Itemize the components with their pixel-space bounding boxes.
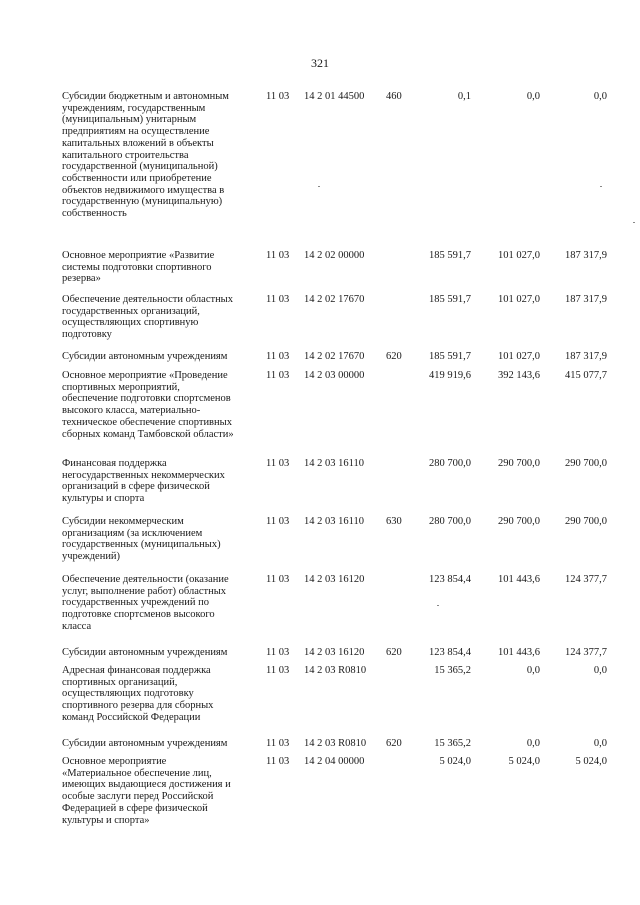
target-article-code: 14 2 02 00000 (304, 250, 365, 261)
amount-year-3: 5 024,0 (575, 756, 607, 767)
scan-speck (437, 605, 439, 606)
item-name: Обеспечение деятельности областных государственных организаций, осуществляющих спортивную подготовку (62, 294, 233, 341)
amount-year-3: 290 700,0 (565, 516, 607, 527)
target-article-code: 14 2 01 44500 (304, 91, 365, 102)
item-name: Субсидии некоммерческим организациям (за исключением государственных (муниципальных) учреждений) (62, 516, 221, 563)
target-article-code: 14 2 03 16120 (304, 574, 365, 585)
section-code: 11 03 (266, 250, 290, 261)
amount-year-1: 15 365,2 (434, 738, 471, 749)
expense-type-code: 460 (386, 91, 402, 102)
amount-year-1: 185 591,7 (429, 351, 471, 362)
item-name: Обеспечение деятельности (оказание услуг, выполнение работ) областных государственных учреждений по подготовке спортсменов высокого класса (62, 574, 229, 632)
expense-type-code: 620 (386, 647, 402, 658)
amount-year-3: 0,0 (593, 665, 607, 676)
target-article-code: 14 2 03 16120 (304, 647, 365, 658)
target-article-code: 14 2 03 R0810 (304, 665, 367, 676)
target-article-code: 14 2 03 16110 (304, 458, 364, 469)
section-code: 11 03 (266, 458, 290, 469)
expense-type-code: 620 (386, 738, 402, 749)
amount-year-1: 0,1 (457, 91, 471, 102)
amount-year-2: 290 700,0 (498, 458, 540, 469)
amount-year-3: 415 077,7 (565, 370, 607, 381)
target-article-code: 14 2 03 00000 (304, 370, 365, 381)
amount-year-1: 280 700,0 (429, 458, 471, 469)
item-name: Субсидии бюджетным и автономным учреждениям, государственным (муниципальным) унитарным предприятиям на осуществление капитальных вложений в объекты капитального строительства государственной (муниципальной) собственности или приобретение объектов недвижимого имущества в государственную (муниципальную) собственность (62, 91, 229, 220)
expense-type-code: 630 (386, 516, 402, 527)
item-name: Основное мероприятие «Развитие системы подготовки спортивного резерва» (62, 250, 215, 285)
item-name: Субсидии автономным учреждениям (62, 351, 228, 362)
scan-speck (318, 186, 320, 187)
item-name: Субсидии автономным учреждениям (62, 647, 228, 658)
scan-speck (633, 222, 635, 223)
amount-year-2: 392 143,6 (498, 370, 540, 381)
amount-year-1: 280 700,0 (429, 516, 471, 527)
amount-year-3: 124 377,7 (565, 647, 607, 658)
section-code: 11 03 (266, 370, 290, 381)
amount-year-2: 101 027,0 (498, 250, 540, 261)
amount-year-3: 0,0 (593, 91, 607, 102)
item-name: Основное мероприятие «Проведение спортивных мероприятий, обеспечение подготовки спортсменов высокого класса, материально- техническое обеспечение спортивных сборных команд Тамбовской области» (62, 370, 234, 440)
section-code: 11 03 (266, 294, 290, 305)
amount-year-2: 0,0 (526, 91, 540, 102)
amount-year-2: 0,0 (526, 665, 540, 676)
amount-year-1: 419 919,6 (429, 370, 471, 381)
amount-year-3: 290 700,0 (565, 458, 607, 469)
amount-year-2: 290 700,0 (498, 516, 540, 527)
amount-year-1: 5 024,0 (439, 756, 471, 767)
section-code: 11 03 (266, 665, 290, 676)
amount-year-2: 5 024,0 (508, 756, 540, 767)
item-name: Финансовая поддержка негосударственных некоммерческих организаций в сфере физической культуры и спорта (62, 458, 225, 505)
amount-year-3: 187 317,9 (565, 351, 607, 362)
amount-year-2: 101 027,0 (498, 351, 540, 362)
amount-year-2: 101 443,6 (498, 647, 540, 658)
amount-year-3: 187 317,9 (565, 294, 607, 305)
amount-year-1: 15 365,2 (434, 665, 471, 676)
amount-year-3: 187 317,9 (565, 250, 607, 261)
section-code: 11 03 (266, 91, 290, 102)
expense-type-code: 620 (386, 351, 402, 362)
amount-year-1: 185 591,7 (429, 294, 471, 305)
target-article-code: 14 2 03 R0810 (304, 738, 367, 749)
item-name: Адресная финансовая поддержка спортивных организаций, осуществляющих подготовку спортивного резерва для сборных команд Российской Федерации (62, 665, 214, 723)
section-code: 11 03 (266, 516, 290, 527)
amount-year-2: 0,0 (526, 738, 540, 749)
amount-year-3: 0,0 (593, 738, 607, 749)
amount-year-1: 123 854,4 (429, 574, 471, 585)
page-number: 321 (311, 56, 329, 70)
target-article-code: 14 2 04 00000 (304, 756, 365, 767)
section-code: 11 03 (266, 647, 290, 658)
target-article-code: 14 2 03 16110 (304, 516, 364, 527)
amount-year-2: 101 443,6 (498, 574, 540, 585)
target-article-code: 14 2 02 17670 (304, 351, 365, 362)
amount-year-1: 123 854,4 (429, 647, 471, 658)
amount-year-1: 185 591,7 (429, 250, 471, 261)
section-code: 11 03 (266, 574, 290, 585)
section-code: 11 03 (266, 351, 290, 362)
item-name: Основное мероприятие «Материальное обеспечение лиц, имеющих выдающиеся достижения и особые заслуги перед Российской Федерацией в сфере физической культуры и спорта» (62, 756, 231, 826)
item-name: Субсидии автономным учреждениям (62, 738, 228, 749)
section-code: 11 03 (266, 756, 290, 767)
target-article-code: 14 2 02 17670 (304, 294, 365, 305)
amount-year-3: 124 377,7 (565, 574, 607, 585)
section-code: 11 03 (266, 738, 290, 749)
amount-year-2: 101 027,0 (498, 294, 540, 305)
scan-speck (600, 186, 602, 187)
